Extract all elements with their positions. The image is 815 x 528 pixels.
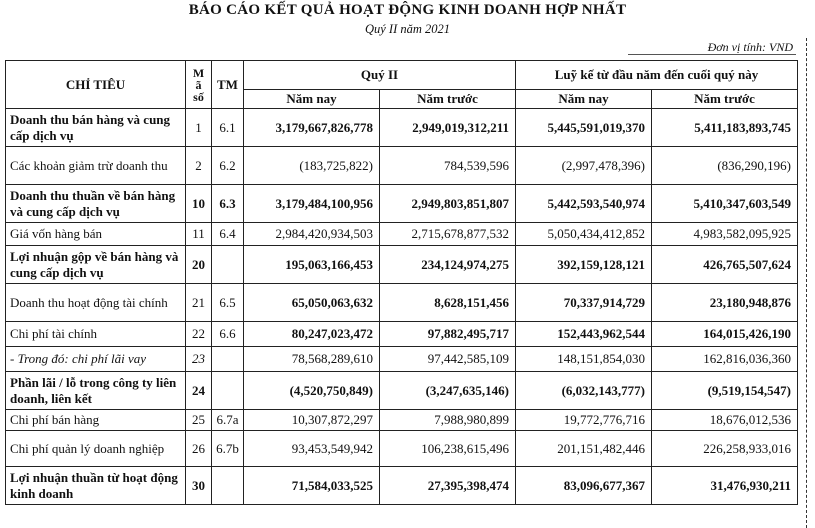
row-note: 6.2 — [212, 147, 244, 185]
row-note: 6.5 — [212, 284, 244, 322]
row-note — [212, 246, 244, 284]
row-code: 26 — [186, 431, 212, 467]
row-q-this: 10,307,872,297 — [244, 410, 380, 431]
row-q-last: 7,988,980,899 — [380, 410, 516, 431]
row-code: 20 — [186, 246, 212, 284]
header-q-this-year: Năm nay — [244, 90, 380, 109]
row-ytd-last: 23,180,948,876 — [652, 284, 798, 322]
row-q-this: 195,063,166,453 — [244, 246, 380, 284]
table-row — [6, 431, 798, 467]
table-row — [6, 347, 798, 372]
row-ytd-this: 70,337,914,729 — [516, 284, 652, 322]
report-title: BÁO CÁO KẾT QUẢ HOẠT ĐỘNG KINH DOANH HỢP NHẤT — [188, 2, 627, 18]
row-code: 24 — [186, 372, 212, 410]
row-ytd-last: 226,258,933,016 — [652, 431, 798, 467]
table-row — [6, 109, 798, 147]
row-q-this: (183,725,822) — [244, 147, 380, 185]
row-label: Chi phí bán hàng — [6, 410, 186, 431]
row-ytd-this: 392,159,128,121 — [516, 246, 652, 284]
row-ytd-this: (2,997,478,396) — [516, 147, 652, 185]
row-label: Phần lãi / lỗ trong công ty liên doanh, liên kết — [6, 372, 186, 410]
row-q-last: (3,247,635,146) — [380, 372, 516, 410]
header-ma-so-line-3: số — [193, 89, 204, 104]
row-note — [212, 372, 244, 410]
row-label: - Trong đó: chi phí lãi vay — [6, 347, 186, 372]
header-chi-tieu: CHỈ TIÊU — [6, 61, 186, 109]
header-ytd-last-year: Năm trước — [652, 90, 798, 109]
table-row — [6, 223, 798, 246]
table-row — [6, 246, 798, 284]
header-ytd: Luỹ kế từ đầu năm đến cuối quý này — [516, 61, 798, 90]
row-code: 25 — [186, 410, 212, 431]
row-ytd-this: 152,443,962,544 — [516, 322, 652, 347]
row-code: 2 — [186, 147, 212, 185]
row-q-this: 2,984,420,934,503 — [244, 223, 380, 246]
row-q-this: 65,050,063,632 — [244, 284, 380, 322]
row-ytd-last: (836,290,196) — [652, 147, 798, 185]
row-label: Giá vốn hàng bán — [6, 223, 186, 246]
report-subtitle: Quý II năm 2021 — [364, 22, 451, 36]
row-q-this: 93,453,549,942 — [244, 431, 380, 467]
row-ytd-this: (6,032,143,777) — [516, 372, 652, 410]
header-tm: TM — [212, 61, 244, 109]
row-label: Các khoản giảm trừ doanh thu — [6, 147, 186, 185]
table-row — [6, 322, 798, 347]
row-ytd-this: 5,445,591,019,370 — [516, 109, 652, 147]
row-q-last: 2,949,803,851,807 — [380, 185, 516, 223]
row-code: 10 — [186, 185, 212, 223]
row-note: 6.6 — [212, 322, 244, 347]
row-ytd-last: 18,676,012,536 — [652, 410, 798, 431]
unit-underline — [628, 54, 796, 55]
page-edge-rule — [806, 38, 807, 528]
row-note — [212, 467, 244, 505]
table-row — [6, 410, 798, 431]
row-ytd-this: 5,050,434,412,852 — [516, 223, 652, 246]
row-ytd-last: 162,816,036,360 — [652, 347, 798, 372]
row-ytd-this: 5,442,593,540,974 — [516, 185, 652, 223]
row-ytd-last: 4,983,582,095,925 — [652, 223, 798, 246]
row-note: 6.7a — [212, 410, 244, 431]
row-code: 11 — [186, 223, 212, 246]
row-note: 6.3 — [212, 185, 244, 223]
header-ytd-this-year: Năm nay — [516, 90, 652, 109]
row-q-this: 78,568,289,610 — [244, 347, 380, 372]
row-ytd-last: 31,476,930,211 — [652, 467, 798, 505]
row-q-last: 97,882,495,717 — [380, 322, 516, 347]
row-q-last: 784,539,596 — [380, 147, 516, 185]
row-label: Doanh thu hoạt động tài chính — [6, 284, 186, 322]
row-q-last: 234,124,974,275 — [380, 246, 516, 284]
row-code: 30 — [186, 467, 212, 505]
row-q-last: 27,395,398,474 — [380, 467, 516, 505]
row-ytd-this: 148,151,854,030 — [516, 347, 652, 372]
row-ytd-this: 83,096,677,367 — [516, 467, 652, 505]
row-q-this: 3,179,667,826,778 — [244, 109, 380, 147]
row-q-this: 80,247,023,472 — [244, 322, 380, 347]
row-q-last: 8,628,151,456 — [380, 284, 516, 322]
row-note — [212, 347, 244, 372]
row-q-last: 2,715,678,877,532 — [380, 223, 516, 246]
row-ytd-this: 201,151,482,446 — [516, 431, 652, 467]
row-label: Chi phí quản lý doanh nghiệp — [6, 431, 186, 467]
row-code: 22 — [186, 322, 212, 347]
row-ytd-last: (9,519,154,547) — [652, 372, 798, 410]
income-statement-table — [5, 60, 798, 505]
currency-unit: Đơn vị tính: VND — [707, 40, 793, 54]
table-row — [6, 467, 798, 505]
row-code: 23 — [186, 347, 212, 372]
row-note: 6.7b — [212, 431, 244, 467]
row-note: 6.1 — [212, 109, 244, 147]
header-ma-so — [186, 61, 212, 109]
row-q-this: 3,179,484,100,956 — [244, 185, 380, 223]
table-row — [6, 185, 798, 223]
row-q-last: 97,442,585,109 — [380, 347, 516, 372]
row-q-this: (4,520,750,849) — [244, 372, 380, 410]
row-ytd-last: 164,015,426,190 — [652, 322, 798, 347]
table-row — [6, 372, 798, 410]
row-ytd-last: 426,765,507,624 — [652, 246, 798, 284]
header-quarter: Quý II — [244, 61, 516, 90]
row-note: 6.4 — [212, 223, 244, 246]
row-ytd-last: 5,411,183,893,745 — [652, 109, 798, 147]
row-label: Doanh thu bán hàng và cung cấp dịch vụ — [6, 109, 186, 147]
row-label: Doanh thu thuần về bán hàng và cung cấp dịch vụ — [6, 185, 186, 223]
table-row — [6, 147, 798, 185]
header-ma-so-line-2: ã — [195, 77, 202, 92]
row-ytd-this: 19,772,776,716 — [516, 410, 652, 431]
row-code: 1 — [186, 109, 212, 147]
row-ytd-last: 5,410,347,603,549 — [652, 185, 798, 223]
row-q-last: 2,949,019,312,211 — [380, 109, 516, 147]
row-code: 21 — [186, 284, 212, 322]
header-ma-so-line-1: M — [192, 65, 205, 80]
row-label: Lợi nhuận gộp về bán hàng và cung cấp dịch vụ — [6, 246, 186, 284]
header-q-last-year: Năm trước — [380, 90, 516, 109]
table-row — [6, 284, 798, 322]
row-q-last: 106,238,615,496 — [380, 431, 516, 467]
row-q-this: 71,584,033,525 — [244, 467, 380, 505]
row-label: Lợi nhuận thuần từ hoạt động kinh doanh — [6, 467, 186, 505]
row-label: Chi phí tài chính — [6, 322, 186, 347]
